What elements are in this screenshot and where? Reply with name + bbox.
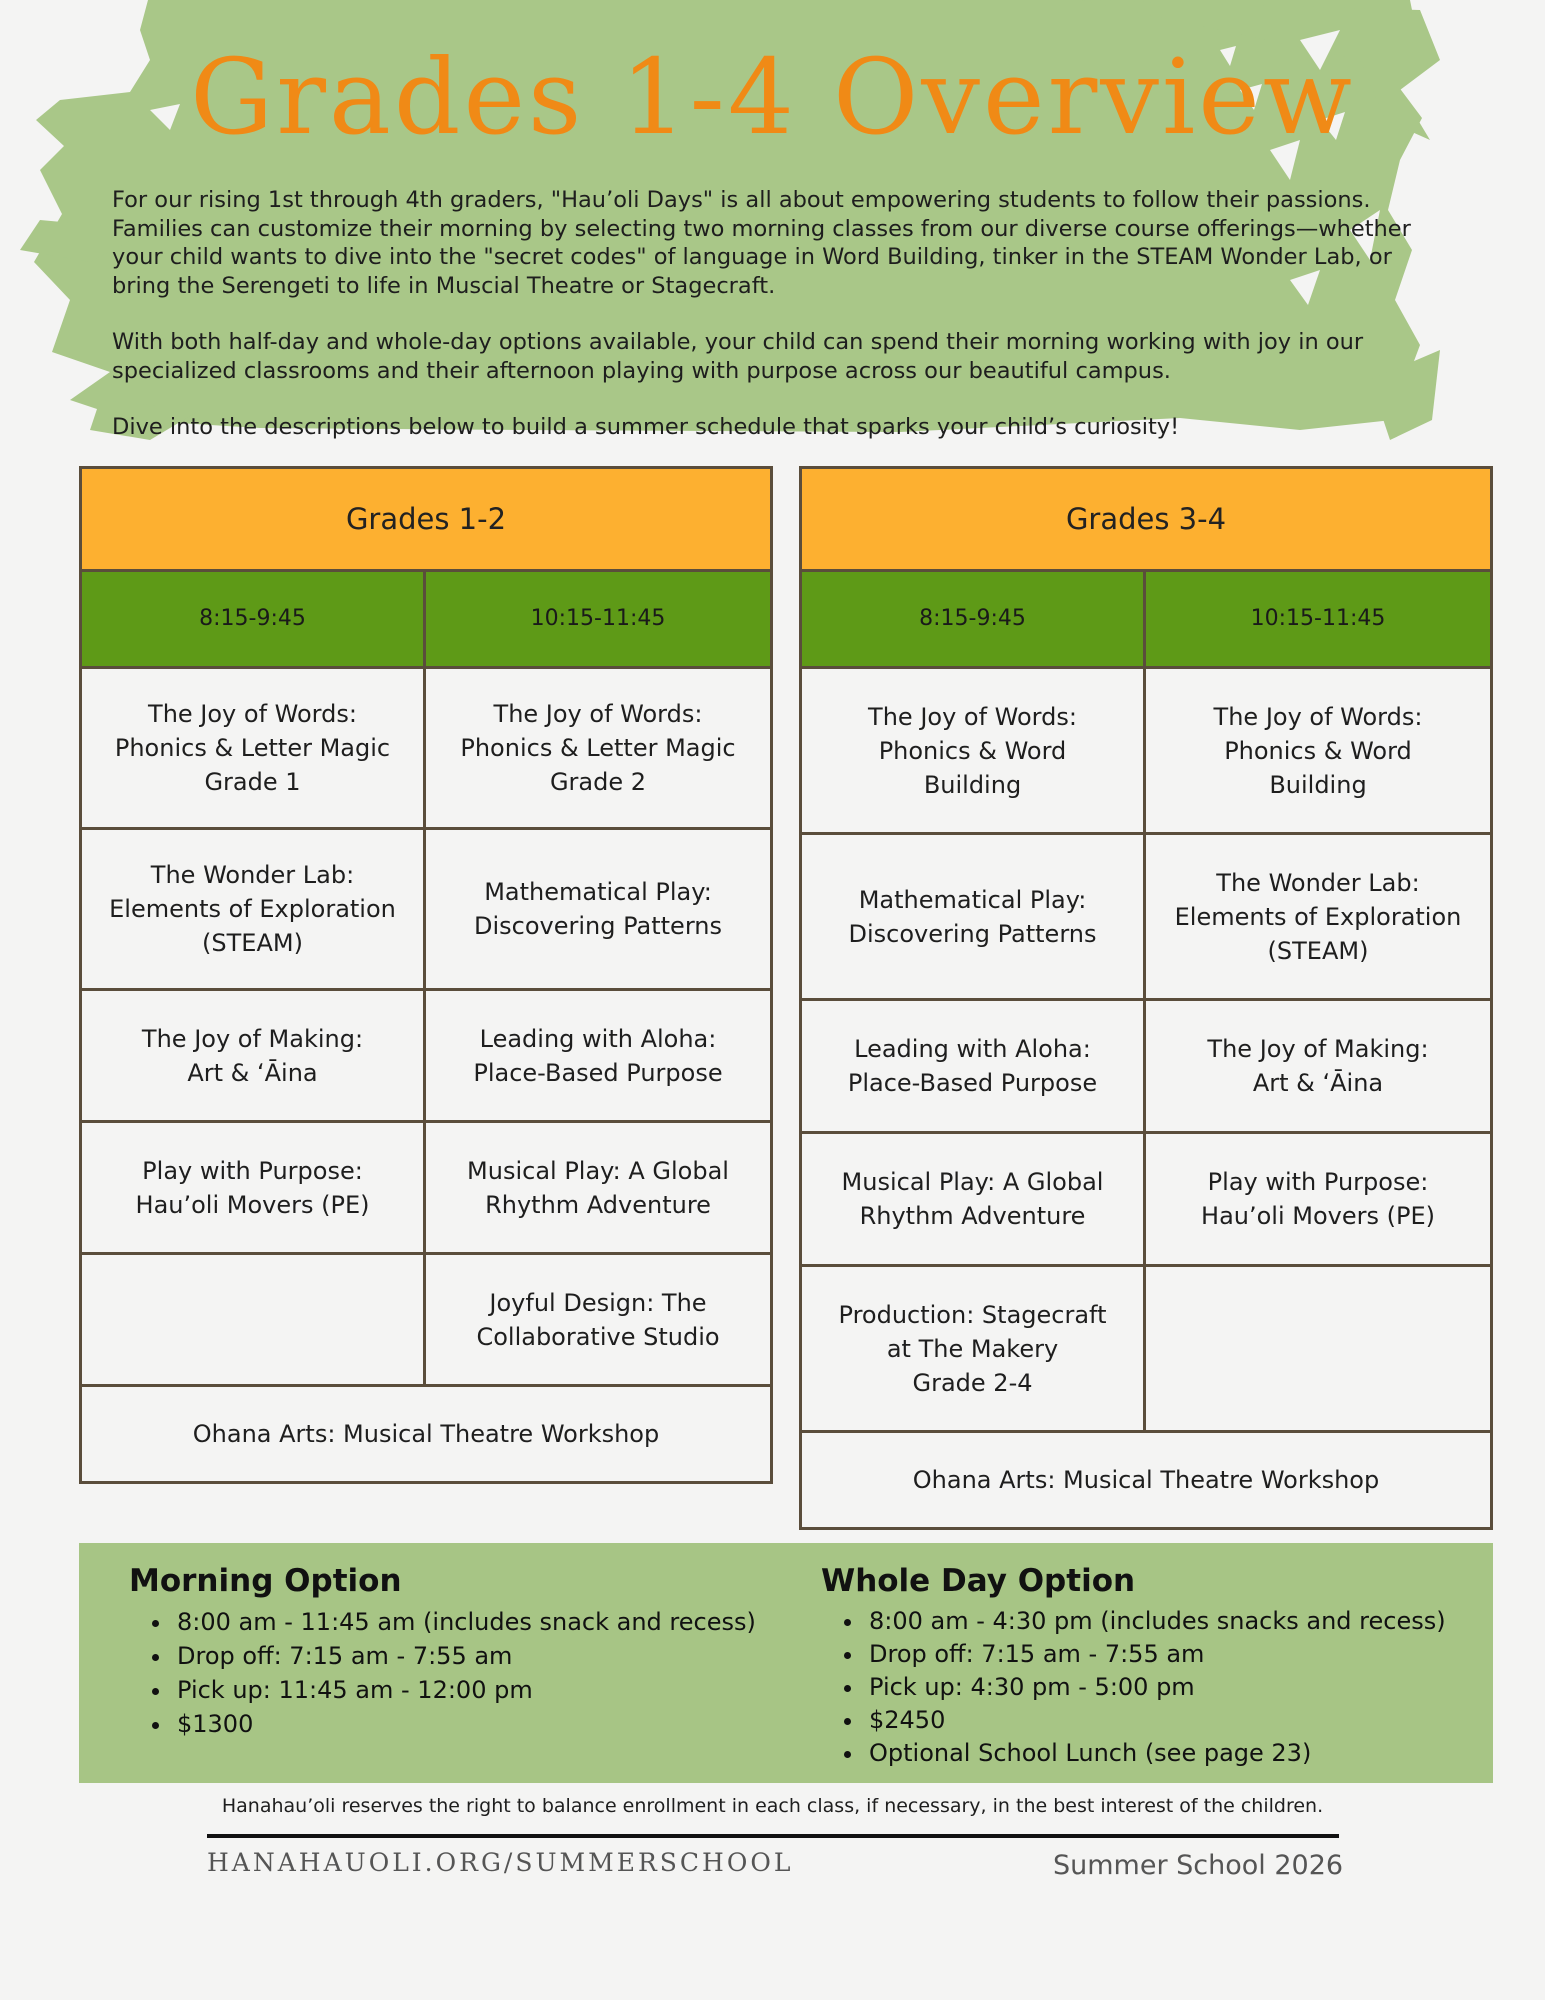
intro-paragraph: For our rising 1st through 4th graders, "Hau’oli Days" is all about empowering students to follow their passions. Families can customize their morning by selecting two morning classes from our diverse course offerings—whether your child wants to dive into the "secret codes" of language in Word Building, tinker in the STEAM Wonder Lab, or bring the Serengeti to life in Muscial Theatre or Stagecraft. xyxy=(112,187,1411,299)
morning-option xyxy=(129,1563,756,1741)
enrollment-disclaimer: Hanahau’oli reserves the right to balance enrollment in each class, if necessary, in the best interest of the children. xyxy=(221,1795,1324,1817)
option-item: • Pick up: 11:45 am - 12:00 pm xyxy=(173,1673,756,1707)
workshop-cell: Ohana Arts: Musical Theatre Workshop xyxy=(912,1466,1380,1494)
option-title: Whole Day Option xyxy=(821,1563,1136,1599)
intro-paragraph: Dive into the descriptions below to build a summer schedule that sparks your child’s curiosity! xyxy=(112,414,1180,440)
class-row xyxy=(82,1123,770,1255)
page-title: Grades 1-4 Overview xyxy=(190,36,1355,158)
class-cell: Leading with Aloha: Place-Based Purpose xyxy=(802,1001,1146,1131)
class-cell: The Joy of Words: Phonics & Word Building xyxy=(1213,702,1423,799)
workshop-row xyxy=(82,1387,770,1481)
option-list xyxy=(129,1605,756,1741)
workshop-cell: Ohana Arts: Musical Theatre Workshop xyxy=(192,1420,660,1448)
option-item: • Drop off: 7:15 am - 7:55 am xyxy=(173,1639,756,1673)
class-cell: Leading with Aloha: Place-Based Purpose xyxy=(473,1024,723,1087)
option-item: • 8:00 am - 4:30 pm (includes snacks and recess) xyxy=(865,1605,1446,1638)
class-cell: The Wonder Lab: Elements of Exploration (STEAM) xyxy=(1174,868,1462,965)
class-row xyxy=(82,991,770,1123)
pricing-options-box xyxy=(79,1543,1493,1783)
option-title: Morning Option xyxy=(129,1563,402,1599)
class-cell: The Joy of Words: Phonics & Letter Magic Grade 2 xyxy=(460,700,736,796)
time-row xyxy=(82,572,770,669)
class-cell: The Joy of Making: Art & ʻĀina xyxy=(82,991,426,1120)
class-row xyxy=(802,835,1490,1001)
footer-label: Summer School 2026 xyxy=(1053,1850,1344,1881)
class-cell: The Wonder Lab: Elements of Exploration (STEAM) xyxy=(82,830,426,988)
intro-text xyxy=(112,186,1442,470)
time-slot-late: 10:15-11:45 xyxy=(426,572,770,666)
class-cell: Mathematical Play: Discovering Patterns xyxy=(474,878,722,940)
class-row xyxy=(802,1267,1490,1433)
class-cell: Musical Play: A Global Rhythm Adventure xyxy=(802,1134,1146,1264)
option-item: • 8:00 am - 11:45 am (includes snack and recess) xyxy=(173,1605,756,1639)
class-cell: Play with Purpose: Hau’oli Movers (PE) xyxy=(82,1123,426,1252)
class-row xyxy=(802,669,1490,835)
class-cell: Musical Play: A Global Rhythm Adventure xyxy=(467,1156,729,1219)
option-item: • $1300 xyxy=(173,1707,756,1741)
class-cell-empty xyxy=(1146,1267,1490,1430)
option-item: • Optional School Lunch (see page 23) xyxy=(865,1737,1446,1770)
whole-day-option xyxy=(821,1563,1446,1770)
grade-header: Grades 3-4 xyxy=(802,469,1490,572)
time-row xyxy=(802,572,1490,669)
class-cell: The Joy of Words: Phonics & Letter Magic Grade 1 xyxy=(82,669,426,827)
option-item: • Drop off: 7:15 am - 7:55 am xyxy=(865,1638,1446,1671)
class-cell-empty xyxy=(82,1255,426,1384)
class-row xyxy=(82,830,770,991)
class-row xyxy=(802,1001,1490,1134)
intro-paragraph: With both half-day and whole-day options available, your child can spend their morning working with joy in our specialized classrooms and their afternoon playing with purpose across our beautiful campus. xyxy=(112,329,1364,384)
class-cell: The Joy of Making: Art & ʻĀina xyxy=(1207,1035,1429,1097)
option-item: • Pick up: 4:30 pm - 5:00 pm xyxy=(865,1671,1446,1704)
class-row xyxy=(82,669,770,830)
class-row xyxy=(82,1255,770,1387)
workshop-row xyxy=(802,1433,1490,1527)
schedule-grades-1-2 xyxy=(79,466,773,1484)
time-slot-early: 8:15-9:45 xyxy=(82,572,426,666)
option-item: • $2450 xyxy=(865,1704,1446,1737)
class-cell: Production: Stagecraft at The Makery Grade 2-4 xyxy=(802,1267,1146,1430)
grade-header: Grades 1-2 xyxy=(82,469,770,572)
option-list xyxy=(821,1605,1446,1770)
class-cell: Play with Purpose: Hau’oli Movers (PE) xyxy=(1201,1168,1435,1230)
class-cell: Joyful Design: The Collaborative Studio xyxy=(476,1288,720,1351)
class-row xyxy=(802,1134,1490,1267)
website-link[interactable]: HANAHAUOLI.ORG/SUMMERSCHOOL xyxy=(207,1848,794,1877)
class-cell: The Joy of Words: Phonics & Word Building xyxy=(802,669,1146,832)
time-slot-late: 10:15-11:45 xyxy=(1146,572,1490,666)
time-slot-early: 8:15-9:45 xyxy=(802,572,1146,666)
schedule-grades-3-4 xyxy=(799,466,1493,1530)
footer-divider xyxy=(207,1834,1339,1838)
class-cell: Mathematical Play: Discovering Patterns xyxy=(802,835,1146,998)
